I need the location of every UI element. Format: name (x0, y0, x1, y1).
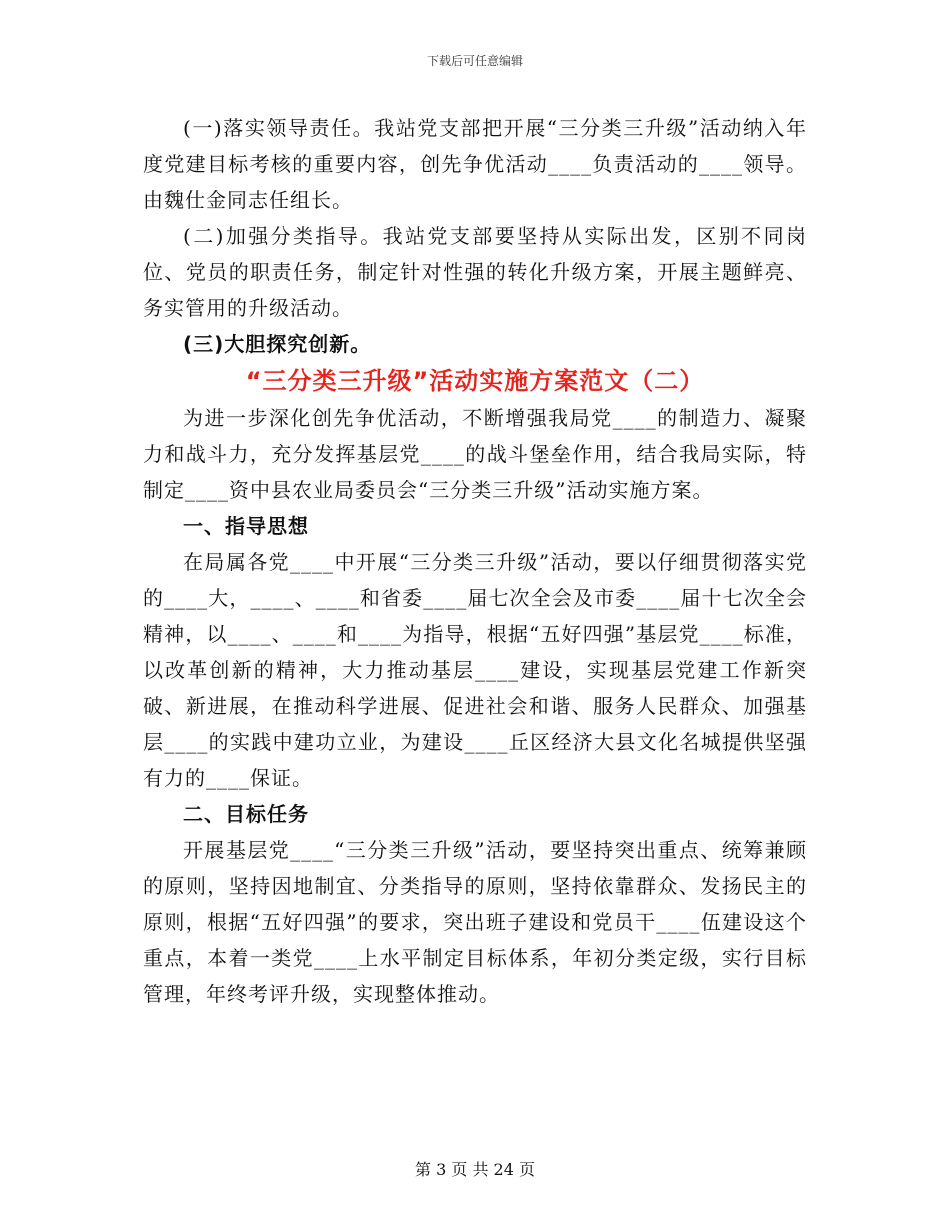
heading-goals-tasks: 二、目标任务 (183, 802, 309, 826)
paragraph-bold-innovation: (三)大胆探究创新。 (183, 332, 372, 356)
paragraph-introduction: 为进一步深化创先争优活动，不断增强我局党____的制造力、凝聚力和战斗力，充分发挥基层党____的战斗堡垒作用，结合我局实际，特制定____资中县农业局委员会“三分类三升级”活动实施方案。 (143, 406, 807, 502)
heading-guiding-ideology: 一、指导思想 (183, 514, 309, 538)
paragraph-guiding-ideology: 在局属各党____中开展“三分类三升级”活动，要以仔细贯彻落实党的____大，____、____和省委____届七次全会及市委____届十七次全会精神，以____、____和____为指导，根据“五好四强”基层党____标准，以改革创新的精神，大力推动基层____建设，实现基层党建工作新突破、新进展，在推动科学进展、促进社会和谐、服务人民群众、加强基层____的实践中建功立业，为建设____丘区经济大县文化名城提供坚强有力的____保证。 (143, 550, 807, 790)
paragraph-leadership-responsibility: (一)落实领导责任。我站党支部把开展“三分类三升级”活动纳入年度党建目标考核的重要内容，创先争优活动____负责活动的____领导。由魏仕金同志任组长。 (143, 116, 807, 212)
paragraph-classification-guidance: (二)加强分类指导。我站党支部要坚持从实际出发，区别不同岗位、党员的职责任务，制定针对性强的转化升级方案，开展主题鲜亮、务实管用的升级活动。 (143, 224, 807, 320)
document-body (143, 110, 807, 1012)
page-header: 下载后可任意编辑 (426, 54, 523, 68)
paragraph-goals-tasks: 开展基层党____“三分类三升级”活动，要坚持突出重点、统筹兼顾的原则，坚持因地制宜、分类指导的原则，坚持依靠群众、发扬民主的原则，根据“五好四强”的要求，突出班子建设和党员干____伍建设这个重点，本着一类党____上水平制定目标体系，年初分类定级，实行目标管理，年终考评升级，实现整体推动。 (143, 838, 807, 1006)
page-footer: 第 3 页 共 24 页 (415, 1160, 535, 1179)
section-title: “三分类三升级”活动实施方案范文（二） (245, 367, 705, 395)
